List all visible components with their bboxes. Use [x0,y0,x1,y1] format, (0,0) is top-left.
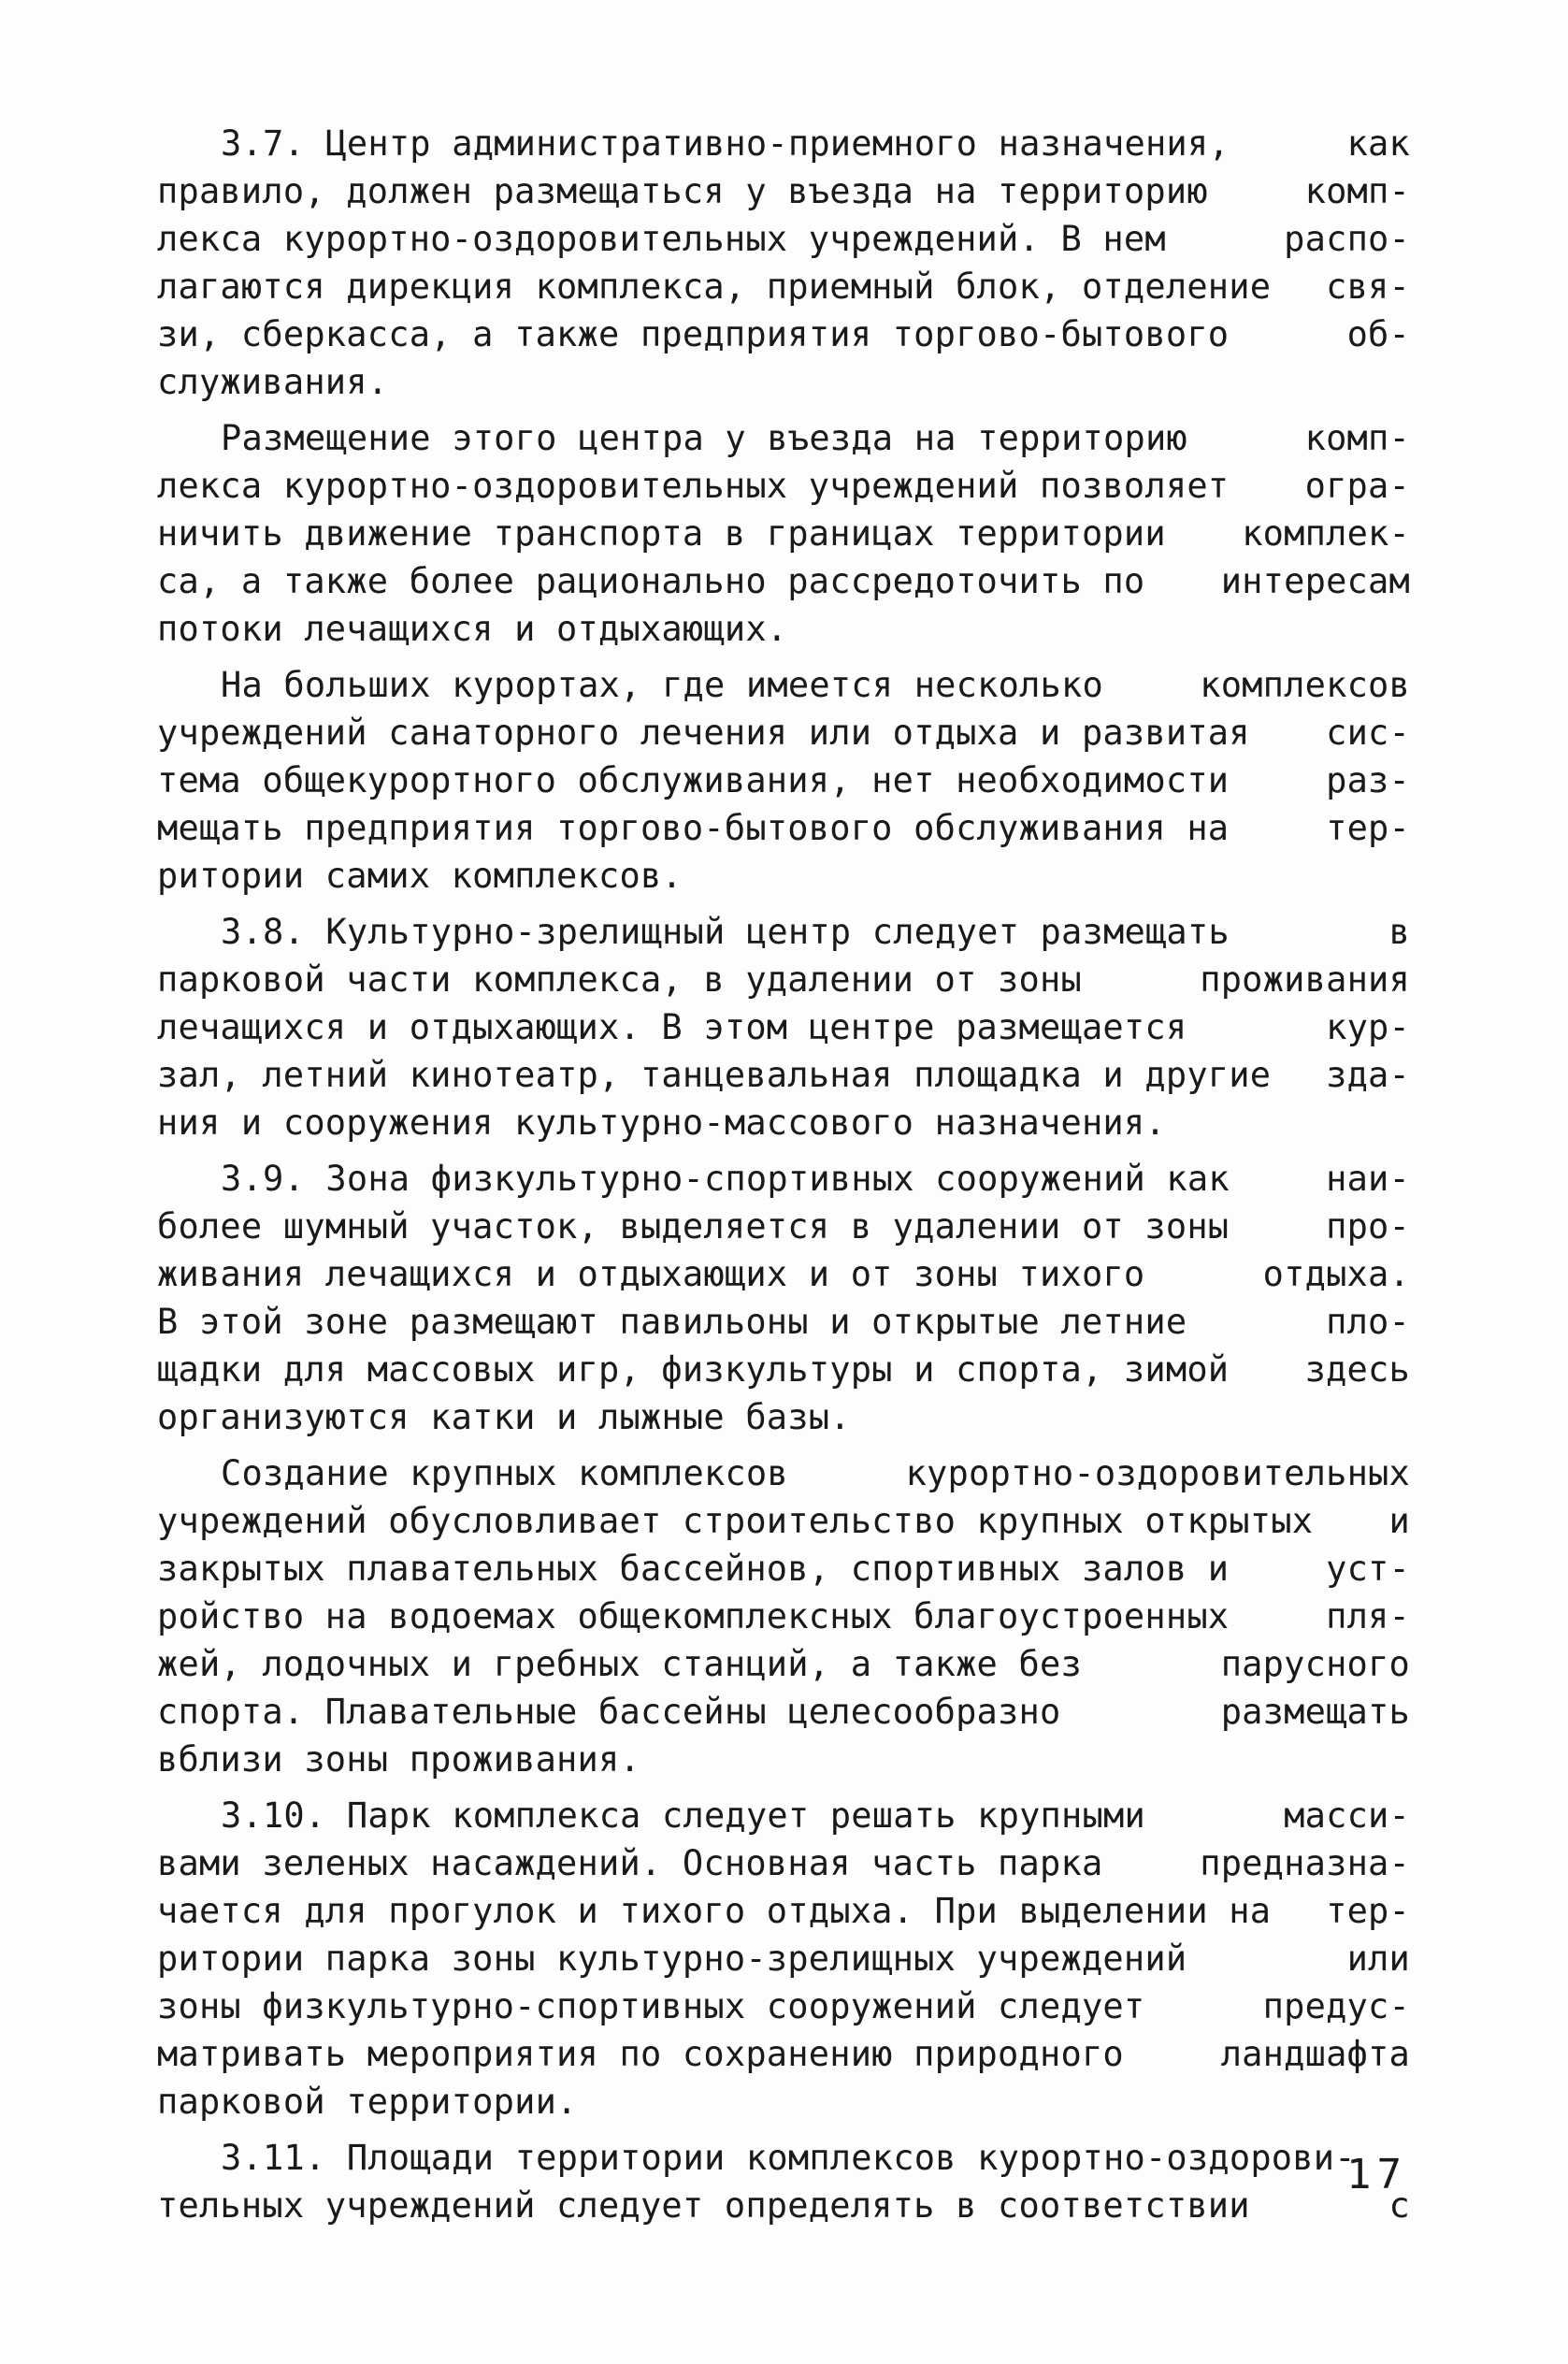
text-segment: мещать предприятия торгово-бытового обслуживания на [157,808,1230,848]
text-segment: парусного [1220,1644,1410,1684]
text-line [157,263,1410,310]
text-line [157,1593,1410,1640]
text-segment: размещать [1220,1692,1410,1732]
paragraph [157,661,1410,900]
text-line [157,1003,1410,1051]
text-segment: как [1346,123,1410,164]
text-line [157,1887,1410,1935]
text-line [157,1497,1410,1545]
text-segment: с [1388,2185,1410,2226]
text-segment: зи, сберкасса, а также предприятия торгово-бытового [157,314,1230,354]
text-line [157,1982,1410,2030]
paragraph [157,120,1410,406]
text-segment: тер- [1326,808,1410,848]
text-segment: организуются катки и лыжные базы. [157,1397,851,1437]
text-segment: парковой части комплекса, в удалении от зоны [157,959,1082,1000]
text-segment: и [1388,1501,1410,1541]
text-segment: ритории парка зоны культурно-зрелищных учреждений [157,1939,1187,1979]
text-segment: в [1388,912,1410,952]
paragraph [157,1449,1410,1783]
text-line [157,1346,1410,1393]
text-segment: са, а также более рационально рассредоточить по [157,561,1145,601]
paragraph-gap [157,1441,1410,1449]
text-segment: уст- [1326,1549,1410,1589]
text-line [157,557,1410,605]
text-segment: чается для прогулок и тихого отдыха. При выделении на [157,1891,1272,1931]
text-segment: отдыха. [1262,1254,1410,1294]
text-segment: Создание крупных комплексов [221,1453,788,1493]
text-segment: 3.8. Культурно-зрелищный центр следует размещать [221,912,1230,952]
text-line [157,2030,1410,2078]
text-segment: лечащихся и отдыхающих. В этом центре размещается [157,1007,1187,1047]
text-line [157,956,1410,1003]
paragraph [157,414,1410,653]
text-segment: Размещение этого центра у въезда на территорию [221,418,1187,458]
text-segment: или [1346,1939,1410,1979]
text-segment: служивания. [157,362,389,402]
text-line [157,358,1410,406]
paragraph-gap [157,2126,1410,2134]
text-segment: раз- [1326,760,1410,800]
text-line [157,605,1410,653]
text-line [157,1935,1410,1982]
text-line [157,1449,1410,1497]
text-line [157,1640,1410,1688]
text-segment: 3.7. Центр административно-приемного назначения, [221,123,1230,164]
text-segment: 3.10. Парк комплекса следует решать крупными [221,1795,1145,1836]
text-line [157,1051,1410,1099]
text-line [157,167,1410,215]
body-text [157,120,1410,2229]
text-segment: масси- [1284,1795,1410,1836]
text-segment: щадки для массовых игр, физкультуры и спорта, зимой [157,1349,1230,1390]
text-line [157,908,1410,956]
text-line [157,852,1410,900]
text-segment: лекса курортно-оздоровительных учреждений. В нем [157,219,1166,259]
text-segment: наи- [1326,1159,1410,1199]
paragraph-gap [157,900,1410,908]
text-segment: вблизи зоны проживания. [157,1739,640,1780]
text-segment: об- [1346,314,1410,354]
text-segment: правило, должен размещаться у въезда на территорию [157,171,1208,211]
text-segment: пля- [1326,1596,1410,1636]
text-segment: курортно-оздоровительных [905,1453,1410,1493]
text-segment: На больших курортах, где имеется несколько [221,665,1103,705]
text-line [157,215,1410,263]
text-line [157,2078,1410,2126]
text-line [157,1736,1410,1783]
text-segment: пло- [1326,1302,1410,1342]
text-segment: предус- [1262,1986,1410,2026]
text-segment: ния и сооружения культурно-массового назначения. [157,1103,1166,1143]
paragraph [157,1792,1410,2126]
text-line [157,1839,1410,1887]
text-segment: ландшафта [1220,2034,1410,2074]
text-line [157,1688,1410,1736]
text-segment: парковой территории. [157,2082,578,2122]
text-segment: 3.11. Площади территории комплексов курортно-оздорови- [221,2138,1356,2178]
text-line [157,1203,1410,1250]
text-segment: комплексов [1200,665,1410,705]
text-segment: жей, лодочных и гребных станций, а также без [157,1644,1082,1684]
text-line [157,1155,1410,1203]
text-segment: лагаются дирекция комплекса, приемный блок, отделение [157,267,1272,307]
text-line [157,1099,1410,1146]
text-segment: В этой зоне размещают павильоны и открытые летние [157,1302,1187,1342]
text-segment: зоны физкультурно-спортивных сооружений следует [157,1986,1145,2026]
paragraph [157,2134,1410,2229]
text-line [157,310,1410,358]
text-line [157,510,1410,557]
text-segment: огра- [1304,466,1410,506]
text-segment: кур- [1326,1007,1410,1047]
text-line [157,804,1410,852]
paragraph [157,1155,1410,1441]
text-segment: предназна- [1200,1843,1410,1883]
text-segment: живания лечащихся и отдыхающих и от зоны тихого [157,1254,1145,1294]
text-segment: комп- [1304,171,1410,211]
text-segment: проживания [1200,959,1410,1000]
paragraph-gap [157,406,1410,414]
text-segment: зда- [1326,1055,1410,1095]
text-line [157,1298,1410,1346]
paragraph-gap [157,1783,1410,1792]
text-segment: про- [1326,1206,1410,1247]
text-segment: зал, летний кинотеатр, танцевальная площадка и другие [157,1055,1272,1095]
text-segment: здесь [1304,1349,1410,1390]
text-segment: сис- [1326,713,1410,753]
text-line [157,2182,1410,2229]
text-line [157,1393,1410,1441]
text-segment: ройство на водоемах общекомплексных благоустроенных [157,1596,1230,1636]
text-segment: более шумный участок, выделяется в удалении от зоны [157,1206,1230,1247]
text-line [157,1792,1410,1839]
text-line [157,661,1410,709]
text-segment: учреждений санаторного лечения или отдыха и развитая [157,713,1250,753]
text-line [157,757,1410,804]
paragraph [157,908,1410,1146]
text-segment: комп- [1304,418,1410,458]
text-segment: ничить движение транспорта в границах территории [157,513,1166,554]
text-segment: лекса курортно-оздоровительных учреждений позволяет [157,466,1230,506]
text-segment: ритории самих комплексов. [157,856,683,896]
text-segment: свя- [1326,267,1410,307]
text-segment: интересам [1220,561,1410,601]
page-number: 17 [1346,2151,1407,2198]
text-segment: учреждений обусловливает строительство крупных открытых [157,1501,1314,1541]
text-segment: тельных учреждений следует определять в соответствии [157,2185,1250,2226]
paragraph-gap [157,1146,1410,1155]
text-line [157,462,1410,510]
text-segment: распо- [1284,219,1410,259]
text-segment: тер- [1326,1891,1410,1931]
text-line [157,414,1410,462]
text-segment: вами зеленых насаждений. Основная часть парка [157,1843,1103,1883]
text-line [157,1250,1410,1298]
text-segment: 3.9. Зона физкультурно-спортивных сооружений как [221,1159,1230,1199]
text-segment: комплек- [1242,513,1410,554]
text-segment: закрытых плавательных бассейнов, спортивных залов и [157,1549,1230,1589]
text-line [157,1545,1410,1593]
text-line [157,2134,1410,2182]
text-line [157,120,1410,167]
text-segment: матривать мероприятия по сохранению природного [157,2034,1124,2074]
text-segment: потоки лечащихся и отдыхающих. [157,609,788,649]
paragraph-gap [157,653,1410,661]
text-segment: спорта. Плавательные бассейны целесообразно [157,1692,1061,1732]
text-segment: тема общекурортного обслуживания, нет необходимости [157,760,1230,800]
text-line [157,709,1410,757]
